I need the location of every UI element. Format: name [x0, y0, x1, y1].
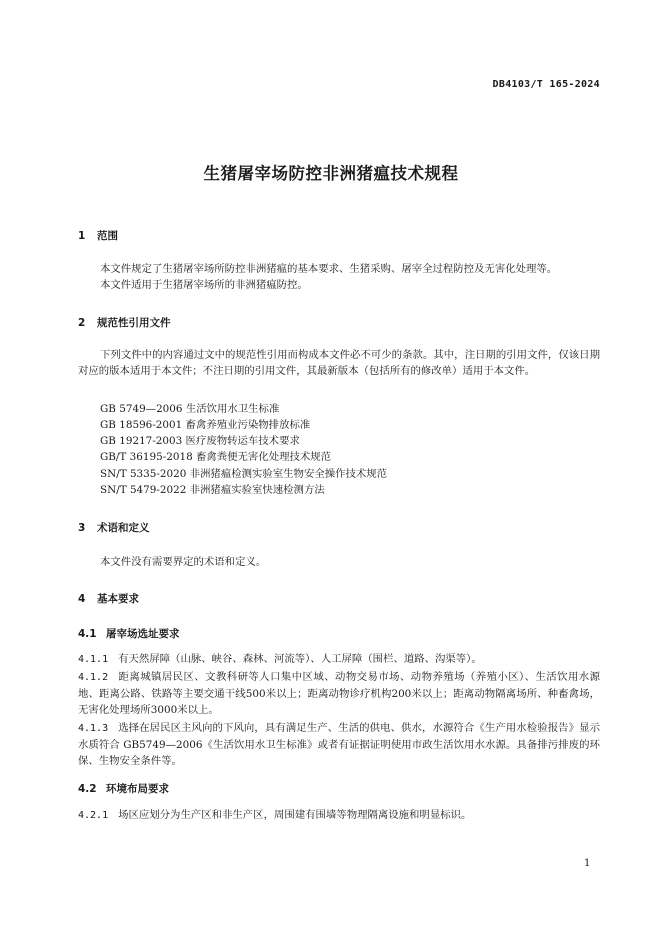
reference-item: GB 18596-2001 畜禽养殖业污染物排放标准 — [100, 419, 311, 431]
subsection-heading-site-selection — [78, 626, 180, 641]
section-title: 范围 — [97, 230, 118, 242]
section-heading-terms — [78, 520, 150, 535]
references-intro: 下列文件中的内容通过文中的规范性引用而构成本文件必不可少的条款。其中，注日期的引用文件，仅该日期对应的版本适用于本文件；不注日期的引用文件，其最新版本（包括所有的修改单）适用于本文件。 — [78, 349, 600, 377]
clause-number: 4.1.2 — [78, 672, 109, 683]
clause-number: 4.2.1 — [78, 810, 109, 821]
section-number: 4 — [78, 593, 86, 605]
section-title: 规范性引用文件 — [97, 317, 171, 329]
clause-text: 有天然屏障（山脉、峡谷、森林、河流等）、人工屏障（围栏、道路、沟渠等）。 — [118, 653, 482, 665]
section-title: 基本要求 — [97, 593, 139, 605]
clause-text: 距离城镇居民区、文教科研等人口集中区域、动物交易市场、动物养殖场（养殖小区）、生活饮用水源地、距离公路、铁路等主要交通干线500米以上；距离动物诊疗机构200米以上；距离动物隔离场所、种畜禽场，无害化处理场所3000米以上。 — [78, 671, 600, 716]
section-title: 术语和定义 — [97, 522, 150, 534]
clause-4-1-3 — [78, 720, 600, 769]
terms-paragraph: 本文件没有需要界定的术语和定义。 — [100, 556, 267, 568]
reference-item: GB/T 36195-2018 畜禽粪便无害化处理技术规范 — [100, 451, 332, 463]
section-heading-normative-references — [78, 315, 171, 330]
reference-item: GB 5749—2006 生活饮用水卫生标准 — [100, 403, 280, 415]
subsection-heading-layout — [78, 781, 169, 796]
section-number: 1 — [78, 230, 86, 242]
subsection-number: 4.2 — [78, 783, 97, 795]
section-number: 2 — [78, 317, 86, 329]
reference-item: GB 19217-2003 医疗废物转运车技术要求 — [100, 435, 300, 447]
document-code: DB4103/T 165-2024 — [492, 79, 600, 90]
document-title: 生猪屠宰场防控非洲猪瘟技术规程 — [203, 164, 459, 183]
section-heading-scope — [78, 228, 118, 243]
clause-4-1-2 — [78, 669, 600, 718]
scope-paragraph-2: 本文件适用于生猪屠宰场所的非洲猪瘟防控。 — [100, 279, 308, 291]
clause-number: 4.1.1 — [78, 654, 109, 665]
subsection-title: 屠宰场选址要求 — [106, 628, 180, 640]
reference-item: SN/T 5335-2020 非洲猪瘟检测实验室生物安全操作技术规范 — [100, 468, 388, 480]
clause-number: 4.1.3 — [78, 723, 109, 734]
clause-4-2-1 — [78, 807, 600, 824]
subsection-title: 环境布局要求 — [106, 783, 169, 795]
clause-text: 选择在居民区主风向的下风向，具有满足生产、生活的供电、供水，水源符合《生产用水检验报告》显示水质符合 GB5749—2006《生活饮用水卫生标准》或者有证据证明使用市政生活饮用水水源。具备排污排废的环保、生物安全条件等。 — [78, 722, 600, 767]
section-heading-basic-requirements — [78, 591, 139, 606]
scope-paragraph-1: 本文件规定了生猪屠宰场所防控非洲猪瘟的基本要求、生猪采购、屠宰全过程防控及无害化处理等。 — [100, 263, 558, 275]
reference-item: SN/T 5479-2022 非洲猪瘟实验室快速检测方法 — [100, 484, 325, 496]
clause-text: 场区应划分为生产区和非生产区，周围建有围墙等物理隔离设施和明显标识。 — [118, 809, 472, 821]
subsection-number: 4.1 — [78, 628, 97, 640]
page-number: 1 — [584, 858, 591, 869]
section-number: 3 — [78, 522, 86, 534]
clause-4-1-1 — [78, 651, 600, 668]
